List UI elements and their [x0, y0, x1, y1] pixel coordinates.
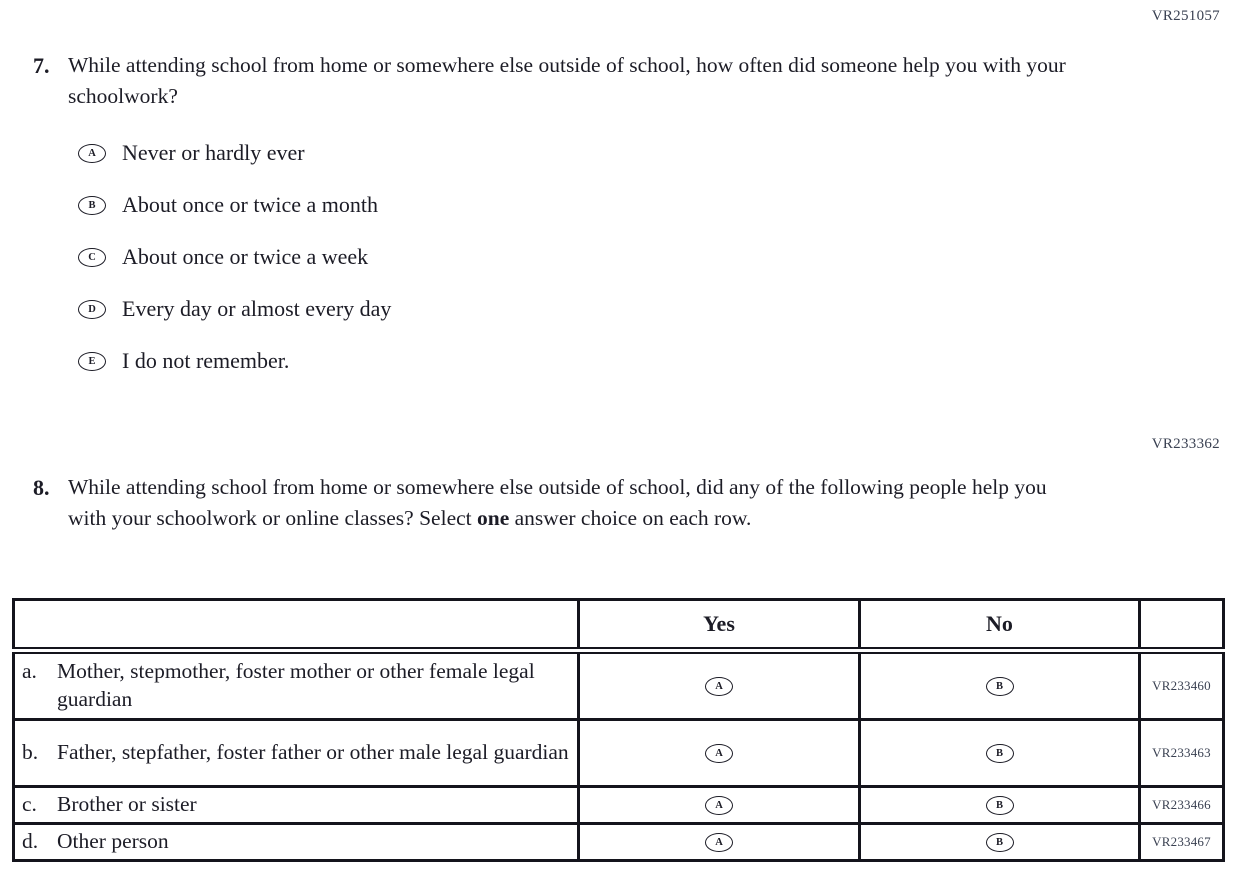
bubble-letter: A — [715, 836, 723, 848]
question-7-number: 7. — [33, 53, 50, 78]
bubble-letter: B — [995, 836, 1003, 848]
row-d-yes-bubble[interactable] — [705, 833, 733, 852]
header-blank-code — [1140, 600, 1224, 651]
form-code-question-8: VR233362 — [1151, 436, 1220, 452]
bubble-letter: D — [88, 303, 96, 315]
header-no: No — [860, 600, 1140, 651]
question-8-text: While attending school from home or somewhere else outside of school, did any of the following people help you with your schoolwork or online classes? Select one answer choice on each row. — [68, 475, 1047, 530]
row-item-letter: d. — [22, 828, 39, 853]
row-d-no-cell — [860, 823, 1140, 860]
answer-bubble-e[interactable] — [78, 352, 106, 371]
row-b-yes-cell — [579, 720, 860, 787]
bubble-letter: A — [715, 681, 723, 692]
row-a-no-bubble[interactable] — [986, 677, 1014, 696]
row-b-yes-bubble[interactable] — [705, 744, 733, 763]
row-a-no-cell — [860, 651, 1140, 720]
row-c-yes-bubble[interactable] — [705, 796, 733, 815]
row-item-letter: b. — [22, 740, 39, 765]
row-item-letter: a. — [22, 659, 37, 684]
option-row-c — [78, 244, 1090, 270]
row-c-no-cell — [860, 787, 1140, 824]
option-label-c: About once or twice a week — [122, 244, 369, 270]
bubble-letter: A — [715, 799, 723, 811]
table-header-row — [14, 600, 1224, 651]
row-d-no-bubble[interactable] — [986, 833, 1014, 852]
table-row-b — [14, 720, 1224, 787]
option-label-d: Every day or almost every day — [122, 296, 392, 322]
option-row-b — [78, 192, 1090, 218]
row-a-label-cell — [14, 651, 579, 720]
question-7 — [33, 50, 1090, 400]
question-8-number: 8. — [33, 475, 50, 500]
bubble-letter: E — [88, 355, 96, 367]
question-8 — [33, 472, 1090, 533]
header-blank — [14, 600, 579, 651]
bubble-letter: B — [88, 199, 96, 211]
table-row-d — [14, 823, 1224, 860]
option-label-b: About once or twice a month — [122, 192, 378, 218]
answer-bubble-c[interactable] — [78, 248, 106, 267]
row-c-yes-cell — [579, 787, 860, 824]
option-row-a — [78, 140, 1090, 166]
row-item-label: Other person — [57, 828, 169, 853]
option-row-d — [78, 296, 1090, 322]
row-b-no-cell — [860, 720, 1140, 787]
answer-bubble-b[interactable] — [78, 196, 106, 215]
row-item-label: Father, stepfather, foster father or other male legal guardian — [57, 740, 569, 765]
bubble-letter: B — [995, 681, 1003, 692]
row-d-label-cell — [14, 823, 579, 860]
bubble-letter: C — [88, 251, 96, 263]
row-item-label: Mother, stepmother, foster mother or other female legal guardian — [57, 659, 535, 711]
question-8-answer-table — [12, 598, 1225, 862]
bubble-letter: A — [715, 748, 723, 759]
row-a-yes-bubble[interactable] — [705, 677, 733, 696]
option-label-e: I do not remember. — [122, 348, 290, 374]
row-a-code: VR233460 — [1140, 651, 1224, 720]
question-7-text: While attending school from home or somewhere else outside of school, how often did someone help you with your schoolwork? — [68, 53, 1066, 108]
answer-bubble-a[interactable] — [78, 144, 106, 163]
bubble-letter: A — [88, 147, 96, 159]
row-item-label: Brother or sister — [57, 792, 197, 816]
row-d-code: VR233467 — [1140, 823, 1224, 860]
option-label-a: Never or hardly ever — [122, 140, 305, 166]
header-yes: Yes — [579, 600, 860, 651]
row-item-letter: c. — [22, 792, 37, 816]
answer-bubble-d[interactable] — [78, 300, 106, 319]
form-code-top-right: VR251057 — [1151, 8, 1220, 24]
option-row-e — [78, 348, 1090, 374]
row-d-yes-cell — [579, 823, 860, 860]
question-7-options — [78, 140, 1090, 374]
row-c-code: VR233466 — [1140, 787, 1224, 824]
table-row-a — [14, 651, 1224, 720]
bold-word-one: one — [477, 505, 510, 530]
bubble-letter: B — [995, 748, 1003, 759]
row-b-no-bubble[interactable] — [986, 744, 1014, 763]
row-a-yes-cell — [579, 651, 860, 720]
row-b-code: VR233463 — [1140, 720, 1224, 787]
row-c-no-bubble[interactable] — [986, 796, 1014, 815]
row-b-label-cell — [14, 720, 579, 787]
table-row-c — [14, 787, 1224, 824]
row-c-label-cell — [14, 787, 579, 824]
bubble-letter: B — [995, 799, 1003, 811]
